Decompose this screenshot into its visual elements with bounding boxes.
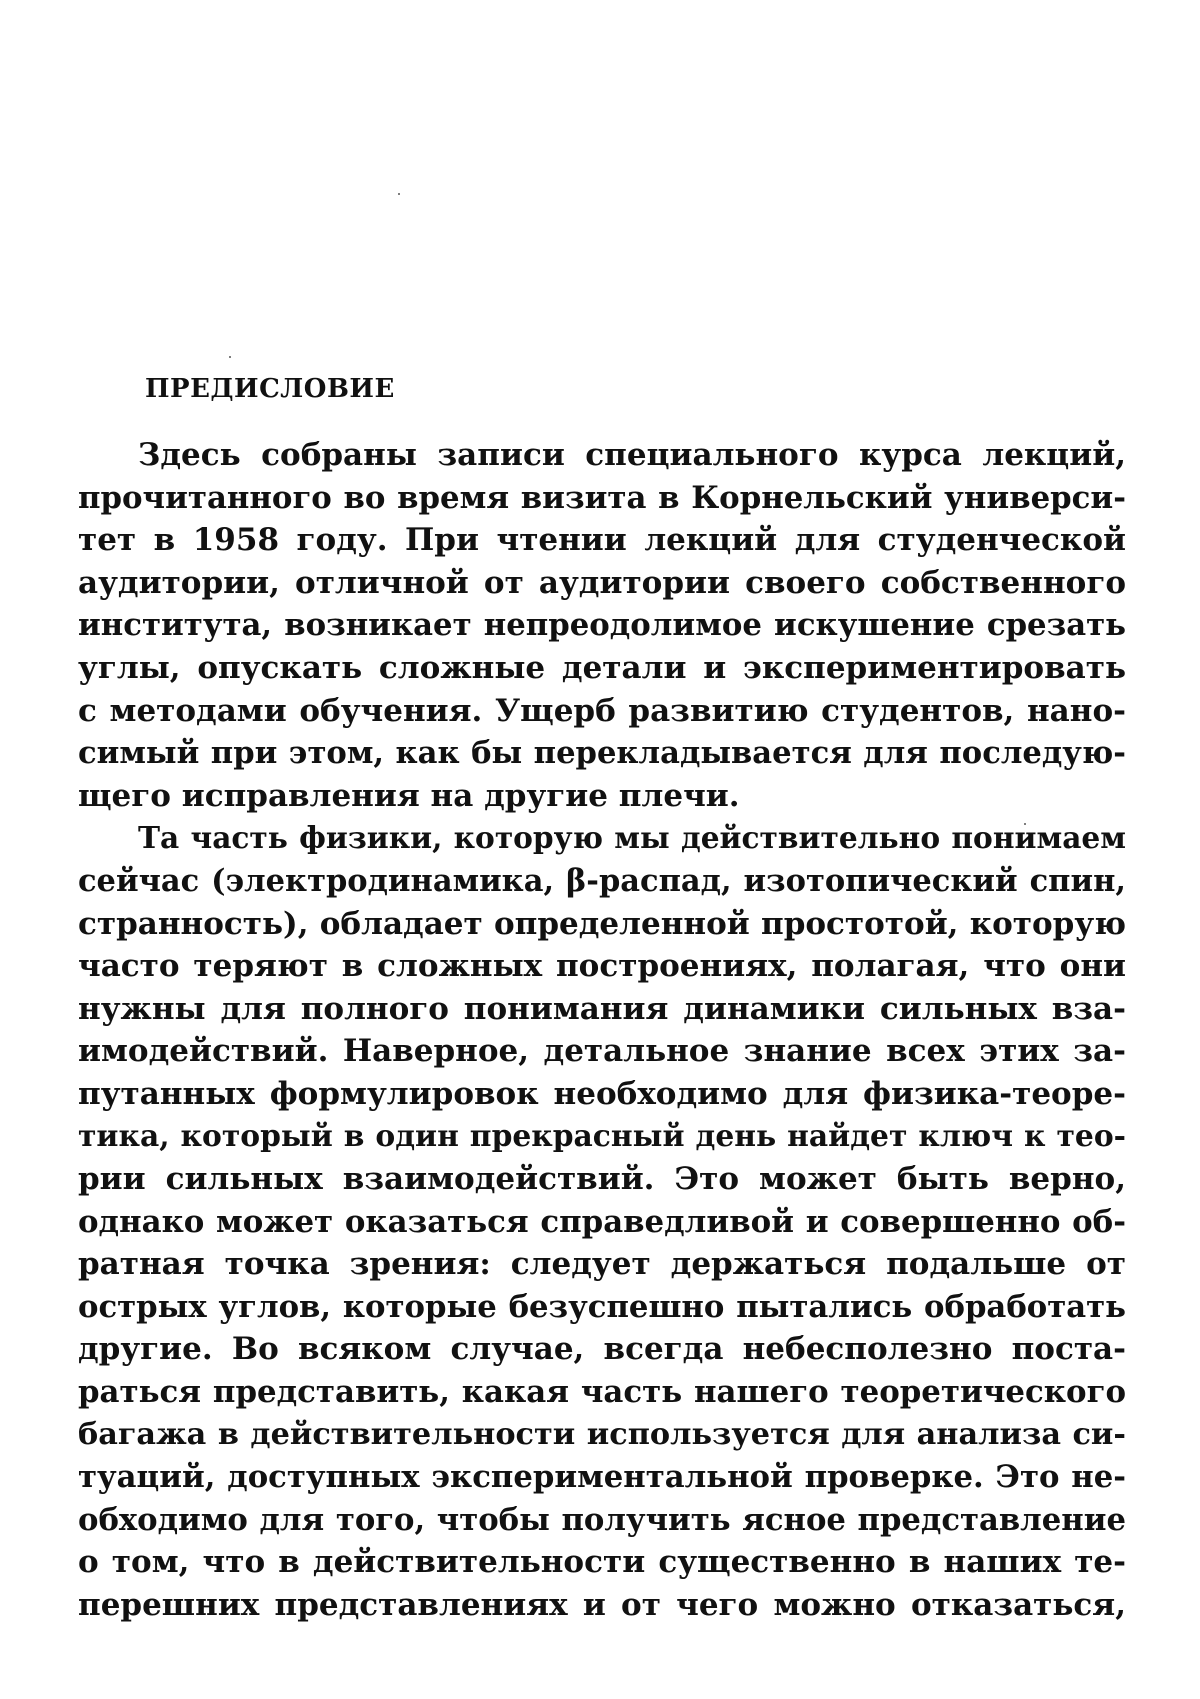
text-line: туаций, доступных экспериментальной проверке. Это не- <box>78 1459 1126 1496</box>
text-line: имодействий. Наверное, детальное знание всех этих за- <box>78 1033 1126 1070</box>
text-line: перешних представлениях и от чего можно отказаться, <box>78 1587 1126 1624</box>
text-line: ратная точка зрения: следует держаться подальше от <box>78 1246 1126 1283</box>
text-line: однако может оказаться справедливой и совершенно об- <box>78 1203 1126 1240</box>
text-line: рии сильных взаимодействий. Это может быть верно, <box>78 1161 1126 1198</box>
scan-speck <box>398 193 400 195</box>
text-line: часто теряют в сложных построениях, полагая, что они <box>78 948 1126 985</box>
preface-text <box>78 434 1126 1627</box>
text-line: багажа в действительности используется для анализа си- <box>78 1416 1126 1452</box>
text-line: аудитории, отличной от аудитории своего собственного <box>78 564 1126 601</box>
text-line: Здесь собраны записи специального курса лекций, <box>138 437 1126 473</box>
text-line: института, возникает непреодолимое искушение срезать <box>78 607 1126 644</box>
text-line: с методами обучения. Ущерб развитию студентов, нано- <box>78 692 1126 729</box>
text-line: сейчас (электродинамика, β-распад, изотопический спин, <box>78 862 1126 899</box>
text-line: тет в 1958 году. При чтении лекций для студенческой <box>78 522 1126 559</box>
page-heading: ПРЕДИСЛОВИЕ <box>145 374 395 404</box>
text-line: путанных формулировок необходимо для физика-теоре- <box>78 1075 1126 1112</box>
text-line: странность), обладает определенной простотой, которую <box>78 905 1126 942</box>
text-line: Та часть физики, которую мы действительно понимаем <box>138 820 1126 856</box>
text-line: нужны для полного понимания динамики сильных вза- <box>78 990 1126 1027</box>
scan-speck <box>229 356 231 358</box>
text-line: симый при этом, как бы перекладывается для последую- <box>78 735 1126 772</box>
text-line: раться представить, какая часть нашего теоретического <box>78 1374 1126 1411</box>
text-line: другие. Во всяком случае, всегда небесполезно поста- <box>78 1331 1126 1368</box>
text-line: обходимо для того, чтобы получить ясное представление <box>78 1501 1126 1538</box>
text-line: острых углов, которые безуспешно пытались обработать <box>78 1288 1126 1325</box>
text-line: углы, опускать сложные детали и экспериментировать <box>78 649 1126 686</box>
text-line: щего исправления на другие плечи. <box>78 777 740 814</box>
text-line: тика, который в один прекрасный день найдет ключ к тео- <box>78 1118 1126 1154</box>
text-line: о том, что в действительности существенно в наших те- <box>78 1544 1126 1581</box>
text-line: прочитанного во время визита в Корнельский универси- <box>78 479 1126 516</box>
